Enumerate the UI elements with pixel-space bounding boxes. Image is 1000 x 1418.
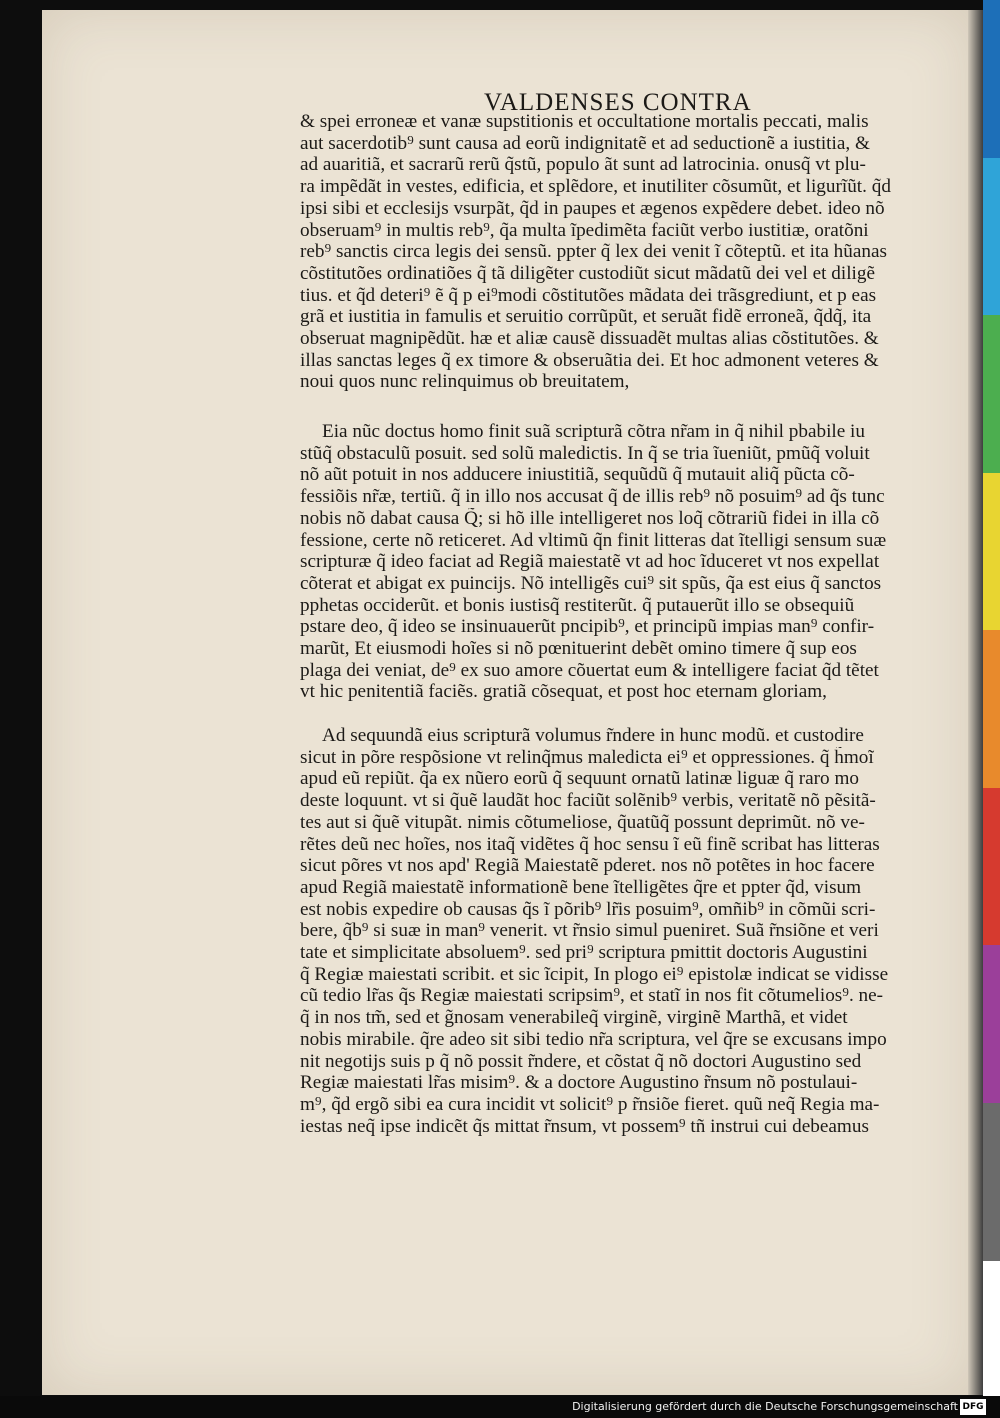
calibration-swatch — [983, 473, 1000, 631]
calibration-swatch — [983, 315, 1000, 473]
text-line: obseruat magnipẽdũt. hæ et aliæ causẽ dissuadẽt multas alias cõstitutões. & — [300, 328, 879, 350]
text-line: illas sanctas leges q̃ ex timore & obseruãtia dei. Et hoc admonent veteres & — [300, 349, 879, 371]
text-line: fessiõis nr̃æ, tertiũ. q̃ in illo nos accusat q̃ de illis reb⁹ nõ posuim⁹ ad q̃s tunc — [300, 486, 885, 508]
calibration-swatch — [983, 1103, 1000, 1261]
text-line: m⁹, q̃d ergõ sibi ea cura incidit vt solicit⁹ p r̃nsiõe fieret. quũ neq̃ Regia ma- — [300, 1093, 880, 1115]
running-header: VALDENSES CONTRA — [484, 89, 752, 116]
text-line: stũq̃ obstaculũ posuit. sed solũ maledictis. In q̃ se tria ĩueniũt, pmũq̃ voluit — [300, 442, 870, 464]
text-line: apud Regiã maiestatẽ informationẽ bene ĩtelligẽtes q̃re et ppter q̃d, visum — [300, 876, 862, 898]
text-line: vt hic penitentiã faciẽs. gratiã cõsequat, et post hoc eternam gloriam, — [300, 681, 827, 703]
text-line: tius. et q̃d deteri⁹ ẽ q̃ p ei⁹modi cõstitutões mãdata dei trãsgrediunt, et p eas — [300, 284, 877, 306]
calibration-swatch — [983, 630, 1000, 788]
text-line: grã et iustitia in famulis et seruitio corrũpũt, et seruãt fidẽ erroneã, q̃dq̃, ita — [300, 306, 872, 328]
color-calibration-strip — [983, 0, 1000, 1418]
text-line: ad auaritiã, et sacrarũ rerũ q̃stũ, populo ãt sunt ad latrocinia. onusq̃ vt plu- — [300, 154, 866, 176]
calibration-swatch — [983, 788, 1000, 946]
paragraph-2 — [300, 421, 912, 703]
text-line: fessione, certe nõ reticeret. Ad vltimũ q̃n finit litteras dat ĩtelligi sensum suæ — [300, 529, 887, 551]
text-line: & spei erroneæ et vanæ supstitionis et occultatione mortalis peccati, malis — [300, 111, 869, 132]
text-line: q̃ in nos tm̃, sed et g̃nosam venerabileq̃ virginẽ, virginẽ Marthã, et videt — [300, 1007, 848, 1029]
digitization-credit: Digitalisierung gefördert durch die Deutsche Forschungsgemeinschaft — [572, 1400, 958, 1413]
text-line: tes aut si q̃uẽ vitupãt. nimis cõtumeliose, q̃uatũq̃ possunt deprimũt. nõ ve- — [300, 811, 865, 833]
text-line: scripturæ q̃ ideo faciat ad Regiã maiestatẽ vt ad hoc ĩduceret vt nos expellat — [300, 551, 880, 573]
text-line: nõ aũt potuit in nos adducere iniustitiã, sequũdũ q̃ mutauit aliq̃ pũcta cõ- — [300, 464, 855, 486]
text-line: pstare deo, q̃ ideo se insinuauerũt pncipib⁹, et principũ impias man⁹ confir- — [300, 616, 875, 638]
text-line: Eia nũc doctus homo finit suã scripturã cõtra nr̃am in q̃ nihil pbabile iu — [322, 421, 865, 442]
footer-bar — [0, 1396, 1000, 1418]
text-line: bere, q̃b⁹ si suæ in man⁹ venerit. vt r̃nsio simul pueniret. Suã r̃nsiõne et veri — [300, 920, 879, 942]
text-line: aut sacerdotib⁹ sunt causa ad eorũ indignitatẽ et ad seductionẽ a iustitia, & — [300, 132, 870, 154]
text-line: cõterat et abigat ex puincijs. Nõ intelligẽs cui⁹ sit spũs, q̃a est eius q̃ sanctos — [300, 572, 882, 594]
text-line: ipsi sibi et ecclesijs vsurpãt, q̃d in paupes et ægenos expẽdere debet. ideo nõ — [300, 197, 885, 219]
text-line: est nobis expedire ob causas q̃s ĩ põrib⁹ lr̃is posuim⁹, omñib⁹ in cõmũi scri- — [300, 898, 876, 920]
text-line: Regiæ maiestati lr̃as misim⁹. & a doctore Augustino r̃nsum nõ postulaui- — [300, 1072, 858, 1094]
text-line: obseruam⁹ in multis reb⁹, q̃a multa ĩpedimẽta faciũt verbo iustitiæ, oratõni — [300, 219, 869, 241]
text-line: ra impẽdãt in vestes, edificia, et splẽdore, et inutiliter cõsumũt, et ligurĩũt. q̃d — [300, 176, 891, 198]
text-line: sicut põres vt nos apd' Regiã Maiestatẽ pderet. nos nõ potẽtes in hoc facere — [300, 855, 875, 877]
dfg-logo: DFG — [960, 1399, 986, 1415]
text-line: deste loquunt. vt si q̃uẽ laudãt hoc faciũt solẽnib⁹ verbis, veritatẽ nõ pẽsitã- — [300, 790, 876, 812]
text-line: apud eũ repiũt. q̃a ex nũero eorũ q̃ sequunt ornatũ latinæ liguæ q̃ raro mo — [300, 768, 859, 790]
text-line: noui quos nunc relinquimus ob breuitatem, — [300, 371, 630, 393]
text-line: cõstitutões ordinatiões q̃ tã diligẽter custodiũt sicut mãdatũ dei vel et diligẽ — [300, 262, 875, 284]
text-line: sicut in põre respõsione vt relinq̃mus maledicta ei⁹ et oppressiones. q̃ h̃moĩ — [300, 746, 874, 768]
text-line: Ad sequundã eius scripturã volumus r̃ndere in hunc modũ. et custodire — [322, 725, 864, 746]
text-line: rẽtes deũ nec hoĩes, nos itaq̃ vidẽtes q̃ hoc sensu ĩ eũ finẽ scribat has litteras — [300, 833, 880, 855]
text-line: marũt, Et eiusmodi hoĩes si nõ pœnituerint debẽt omino timere q̃ sup eos — [300, 638, 857, 660]
text-line: plaga dei veniat, de⁹ ex suo amore cõuertat eum & intelligere faciat q̃d tẽtet — [300, 659, 879, 681]
paragraph-1 — [300, 111, 912, 393]
text-line: q̃ Regiæ maiestati scribit. et sic ĩcipit, In plogo ei⁹ epistolæ indicat se vidisse — [300, 963, 889, 985]
calibration-swatch — [983, 1261, 1000, 1418]
text-line: reb⁹ sanctis circa legis dei sensũ. ppter q̃ lex dei venit ĩ cõteptũ. et ita hũanas — [300, 241, 887, 263]
paragraph-3 — [300, 725, 912, 1137]
text-line: nit negotijs suis p q̃ nõ possit r̃ndere, et cõstat q̃ nõ doctori Augustino sed — [300, 1050, 862, 1072]
calibration-swatch — [983, 158, 1000, 316]
text-line: tate et simplicitate absoluem⁹. sed pri⁹ scriptura pmittit doctoris Augustini — [300, 942, 868, 964]
calibration-swatch — [983, 945, 1000, 1103]
text-line: pphetas occiderũt. et bonis iustisq̃ restiterũt. q̃ putauerũt illo se obsequiũ — [300, 594, 855, 616]
text-line: cũ tedio lr̃as q̃s Regiæ maiestati scripsim⁹, et statĩ in nos fit cõtumelios⁹. ne- — [300, 985, 884, 1007]
text-line: iestas neq̃ ipse indicẽt q̃s mittat r̃nsum, vt possem⁹ tñ instrui cui debeamus — [300, 1115, 869, 1137]
text-line: nobis mirabile. q̃re adeo sit sibi tedio nr̃a scriptura, vel q̃re se excusans impo — [300, 1028, 887, 1050]
text-line: nobis nõ dabat causa Q̃; si hõ ille intelligeret nos loq̃ cõtrariũ fidei in illa cõ — [300, 507, 880, 529]
calibration-swatch — [983, 0, 1000, 158]
